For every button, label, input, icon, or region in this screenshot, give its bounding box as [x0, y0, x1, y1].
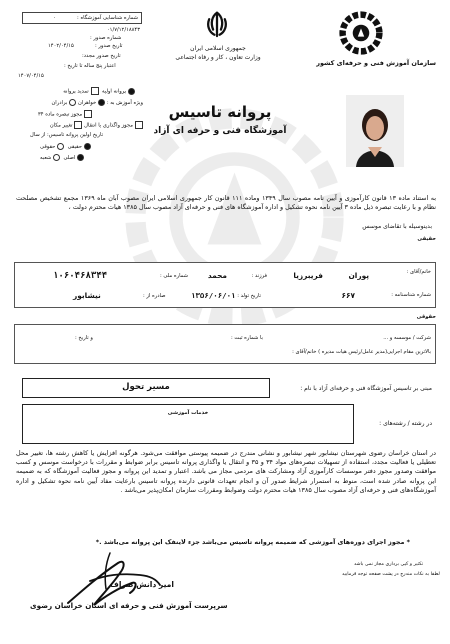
- valid-until-label: اعتبار پنج ساله تا تاریخ :: [64, 63, 116, 69]
- issue-no-label: شماره صدور :: [90, 35, 122, 41]
- field-value: خدمات آموزشی: [167, 410, 209, 416]
- transfer-checkbox: [135, 121, 143, 129]
- org-name: سازمان آموزش فنی و حرفه‌ای کشور: [316, 59, 436, 67]
- body-paragraph: در استان خراسان رضوی شهرستان نیشابور شهر نیشابور و نشانی مندرج در ضمیمه پیوستی موافقت می‌شود. هرگونه افزایش یا کاهش رشته ها، تغییر محل تعطیلی یا فعالیت مجدد، استفاده از تسهیلات تبصره‌های مواد ۳۴ و ۳۵ و انتقال یا واگذاری پروانه تاسیس برابر ضوابط و مقررات با درخواست موسس و کسب موافقت وصدور مجوز دفتر موسسات کارآموزی آزاد ومشارکت های مردمی مجاز می باشد. اعتبار و تمدید این پروانه و مجوز فعالیت آموزشگاه که به ضمیمه این پروانه صادر شده است، منوط به استمرار شرایط صدور آن و انجام تعهدات قانونی دارنده پروانه تاسیس بارعایت مفاد آیین نامه نحوه تشکیل و اداره آموزشگاه‌های فنی و حرفه‌ای آزاد مصوب سال ۱۳۸۵ هیات محترم دولت وضوابط ومقررات سازمان امکان‌پذیر می‌باشد .: [16, 449, 437, 494]
- tvto-gear-logo-icon: [338, 10, 384, 56]
- person-type-row: حقیقی حقوقی: [40, 143, 91, 150]
- reissue-date-label: تاریخ صدور مجدد:: [82, 53, 121, 59]
- real-radio: [84, 143, 91, 150]
- branch-type-row: اصلی شعبه: [40, 154, 84, 161]
- iran-emblem-icon: [204, 10, 230, 40]
- fields-box: [22, 404, 354, 444]
- signer-title: سرپرست آموزش فنی و حرفه ای استان خراسان رضوی: [30, 601, 228, 610]
- last-name: فریبرزیا: [293, 271, 323, 280]
- signer-name: امیر دانش صراف: [110, 580, 174, 589]
- permit-row: مجوز تبصره ماده ۳۴: [38, 110, 92, 118]
- real-section-label: حقیقی: [417, 236, 436, 242]
- country-line: جمهوری اسلامی ایران: [190, 45, 246, 52]
- school-name-box: [22, 378, 270, 398]
- main-radio: [77, 154, 84, 161]
- license-type-row: پروانه اولیه تمدید پروانه: [20, 87, 135, 95]
- issued-from: نیشابور: [73, 291, 101, 300]
- copy-note: تکثیر و کپی برداری مجاز نمی باشد: [354, 562, 424, 567]
- legal-radio: [57, 143, 64, 150]
- fields-label: در رشته / رشته‌های :: [379, 420, 432, 427]
- request-line: بدینوسیله با تقاضای موسس: [362, 223, 432, 230]
- issue-date-label: تاریخ صدور :: [95, 43, 123, 49]
- footnote: * مجوز اجرای دوره‌های آموزشی که ضمیمه پروانه تاسیس می‌باشد جزء لاینفک این پروانه می‌باشد .*: [95, 538, 410, 546]
- issue-date-value: ۱۴۰۲/۰۴/۱۵: [48, 43, 74, 49]
- issue-no: ۰۱/۷/۱۲/۱۸۸۴۳: [106, 27, 140, 33]
- sisters-radio: [98, 99, 105, 106]
- first-license-year: تاریخ اولین پروانه تاسیس: از سال: [30, 132, 104, 138]
- gender-row: ویژه آموزش به : خواهران برادران: [51, 100, 143, 106]
- change-place-checkbox: [74, 121, 82, 129]
- branch-radio: [53, 154, 60, 161]
- national-id: ۱۰۶۰۴۶۸۳۴۴: [53, 271, 108, 281]
- brothers-radio: [69, 99, 76, 106]
- read-back-note: لطفا به نکات مندرج در پشت صفحه توجه فرمایید: [342, 572, 440, 577]
- based-on-label: مبنی بر تاسیس آموزشگاه فنی و حرفه‌ای آزاد با نام :: [300, 385, 432, 392]
- legal-person-box: شرکت / موسسه و ... با شماره ثبت : و تاریخ : بالاترین مقام اجرایی(مدیر عامل/رئیس هیات مدیره ) خانم/آقای :: [14, 324, 436, 364]
- father-name: محمد: [207, 271, 227, 280]
- cert-no: ۶۶۷: [341, 291, 355, 300]
- document-title: پروانه تاسیس: [168, 103, 272, 121]
- permit-checkbox: [84, 110, 92, 118]
- document-subtitle: آموزشگاه فنی و حرفه ای آزاد: [153, 126, 287, 136]
- initial-license-radio: [128, 88, 135, 95]
- school-id-box: شماره شناسایی آموزشگاه : ۰: [22, 12, 142, 24]
- first-name: پوران: [348, 271, 369, 280]
- ministry-line: وزارت تعاون ، کار و رفاه اجتماعی: [175, 54, 261, 61]
- school-name: مسیر تحول: [122, 382, 170, 392]
- transfer-row: مجوز واگذاری یا انتقال تغییر مکان: [18, 121, 143, 129]
- renew-license-checkbox: [91, 87, 99, 95]
- owner-photo: [346, 95, 404, 167]
- legal-section-label: حقوقی: [416, 314, 436, 320]
- real-person-box: خانم/آقای : پوران فریبرزیا فرزند : محمد شماره ملی : ۱۰۶۰۴۶۸۳۴۴ شماره شناسنامه : ۶۶۷ تاریخ تولد : ۱۳۵۶/۰۶/۰۱ صادره از : نیشابور: [14, 262, 436, 308]
- birth-date: ۱۳۵۶/۰۶/۰۱: [191, 291, 236, 300]
- valid-until-value: ۱۴۰۷/۰۴/۱۵: [18, 73, 44, 79]
- intro-paragraph: به استناد ماده ۱۳ قانون کارآموزی و آیین نامه مصوب سال ۱۳۴۹ وماده ۱۱۱ قانون کار جمهوری اسلامی ایران مصوب آبان ماه ۱۳۶۹ مجمع تشخیص مصلحت نظام و با رعایت تبصره ذیل ماده ۳ آیین نامه نحوه تشکیل و اداره آموزشگاه های فنی و حرفه‌ای آزاد مصوب سال ۱۳۸۵ هیات محترم دولت ،: [16, 194, 436, 212]
